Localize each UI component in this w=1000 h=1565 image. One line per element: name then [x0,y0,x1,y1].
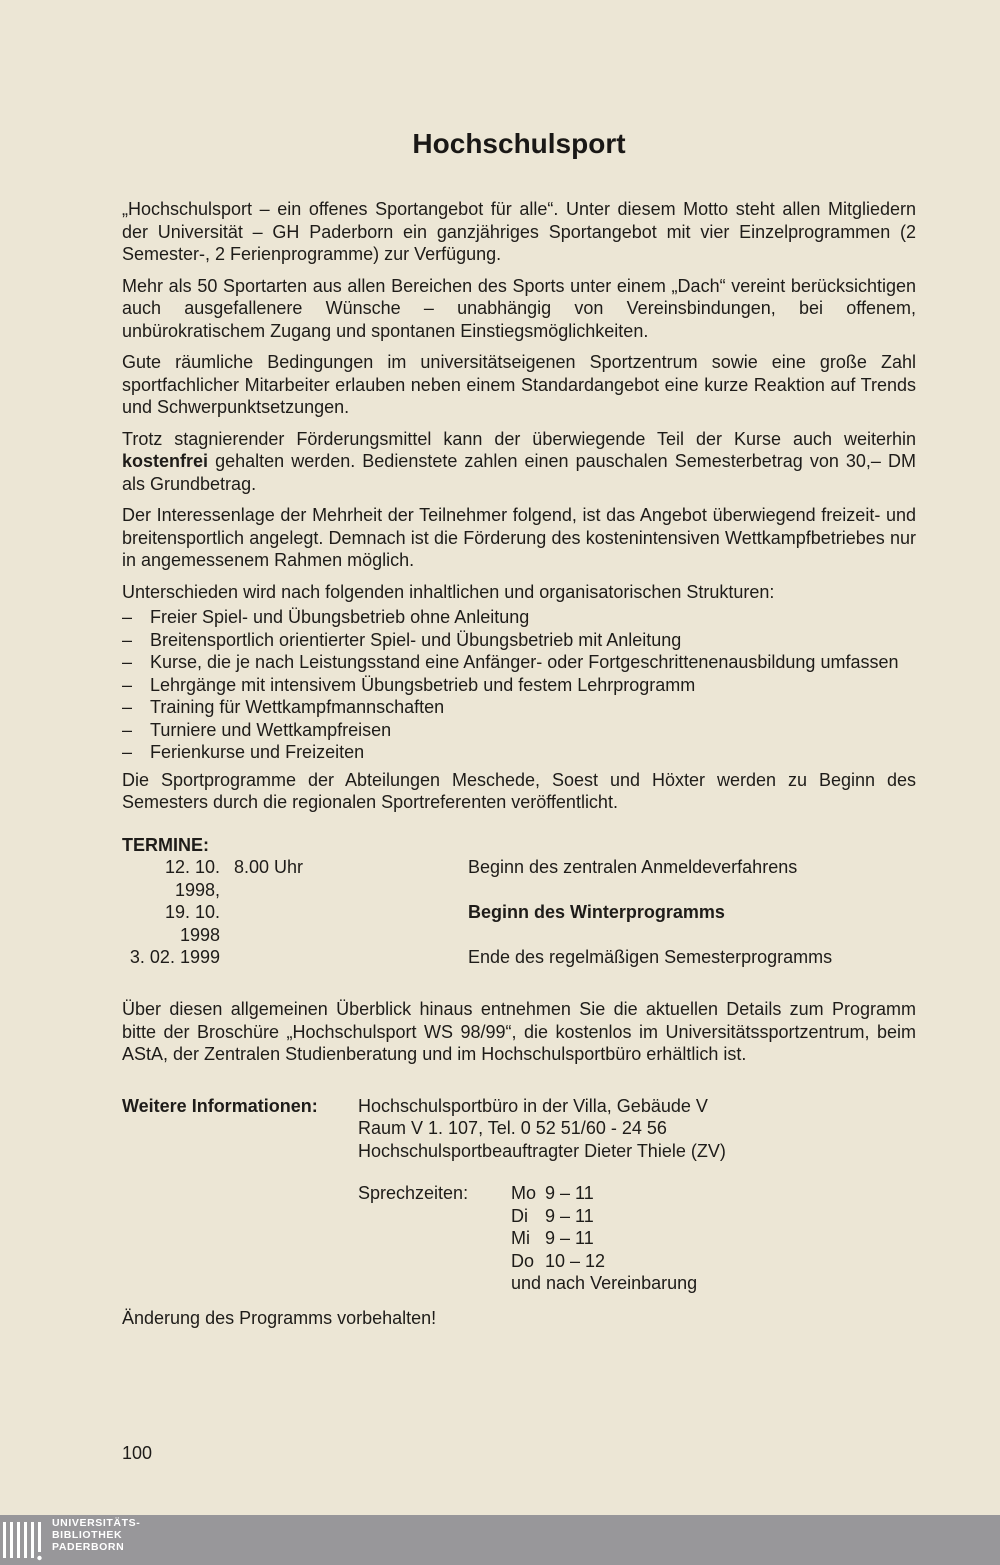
further-info [122,1095,916,1163]
termine-event: Beginn des zentralen Anmeldeverfahrens [468,857,798,877]
list-item: – Breitensportlich orientierter Spiel- und Übungsbetrieb mit Anleitung [122,629,916,652]
table-row [511,1227,605,1250]
office-hours-schedule [511,1182,697,1295]
page-title: Hochschulsport [412,128,626,159]
office-hours-label: Sprechzeiten: [358,1183,469,1203]
intro-paragraph: „Hochschulsport – ein offenes Sportangebot für alle“. Unter diesem Motto steht allen Mitgliedern der Universität – GH Paderborn ein ganzjähriges Sportangebot mit vier Einzelprogrammen (2 Semester-, 2 Ferienprogramme) zur Verfügung. [122,199,916,264]
structures-list [122,606,916,764]
cost-paragraph [122,428,916,496]
list-item: – Ferienkurse und Freizeiten [122,741,916,764]
termine-heading: TERMINE: [122,834,209,855]
list-item: – Turniere und Wettkampfreisen [122,719,916,742]
info-line: Hochschulsportbeauftragter Dieter Thiele (ZV) [358,1140,726,1161]
library-barcode-logo-icon [0,1516,45,1564]
library-name [52,1517,140,1553]
termine-date: 3. 02. 1999 [129,947,220,967]
hours-day: Do [511,1250,535,1271]
hours-day: Mi [511,1228,530,1248]
library-name-line: UNIVERSITÄTS- [52,1517,141,1529]
hours-time: 9 – 11 [545,1228,594,1248]
termine-table [122,856,832,969]
termine-time [220,901,468,946]
hours-time: 9 – 11 [545,1205,594,1226]
info-lines [358,1095,726,1163]
hours-time: 10 – 12 [545,1250,606,1271]
termine-date: 19. 10. 1998 [164,902,220,945]
list-item: – Lehrgänge mit intensivem Übungsbetrieb und festem Lehrprogramm [122,674,916,697]
termine-event: Ende des regelmäßigen Semesterprogramms [468,947,833,967]
termine-date: 12. 10. 1998, [164,857,220,900]
office-hours [358,1182,916,1295]
table-row [122,856,832,901]
termine-time: 8.00 Uhr [234,857,304,877]
list-item: – Training für Wettkampfmannschaften [122,696,916,719]
info-line: Raum V 1. 107, Tel. 0 52 51/60 - 24 56 [358,1118,667,1138]
hours-time: 9 – 11 [545,1183,594,1203]
hours-day: Di [511,1205,528,1226]
termine-event: Beginn des Winterprogramms [468,902,725,922]
library-name-line: BIBLIOTHEK [52,1529,123,1541]
regional-paragraph: Die Sportprogramme der Abteilungen Meschede, Soest und Höxter werden zu Beginn des Semesters durch die regionalen Sportreferenten veröffentlicht. [122,769,916,812]
cost-text-after: gehalten werden. Bedienstete zahlen einen pauschalen Semesterbetrag von 30,– DM als Grundbetrag. [122,451,916,494]
info-line: Hochschulsportbüro in der Villa, Gebäude V [358,1095,708,1116]
office-hours-note: und nach Vereinbarung [511,1273,698,1293]
sports-paragraph: Mehr als 50 Sportarten aus allen Bereichen des Sports unter einem „Dach“ vereint berücksichtigen auch ausgefallenere Wünsche – unabhängig von Vereinsbindungen, bei offenem, unbürokratischem Zugang und spontanen Einstiegsmöglichkeiten. [122,275,916,341]
library-footer [0,1515,1000,1565]
cost-free-highlight: kostenfrei [122,451,209,471]
table-row [511,1205,605,1228]
facilities-paragraph: Gute räumliche Bedingungen im universitätseigenen Sportzentrum sowie eine große Zahl sportfachlicher Mitarbeiter erlauben neben einem Standardangebot eine kurze Reaktion auf Trends und Schwerpunktsetzungen. [122,352,916,417]
table-row [511,1250,605,1273]
details-paragraph: Über diesen allgemeinen Überblick hinaus entnehmen Sie die aktuellen Details zum Programm bitte der Broschüre „Hochschulsport WS 98/99“, die kostenlos im Universitätssportzentrum, beim AStA, der Zentralen Studienberatung und im Hochschulsportbüro erhältlich ist. [122,999,916,1064]
hours-day: Mo [511,1183,537,1203]
structures-intro: Unterschieden wird nach folgenden inhaltlichen und organisatorischen Strukturen: [122,581,775,602]
info-label: Weitere Informationen: [122,1095,318,1116]
change-note: Änderung des Programms vorbehalten! [122,1307,437,1328]
library-name-line: PADERBORN [52,1541,125,1553]
table-row [511,1182,605,1205]
main-content [122,198,916,1329]
office-hours-table [511,1182,605,1272]
cost-text-before: Trotz stagnierender Förderungsmittel kann der überwiegende Teil der Kurse auch weiterhin [122,428,916,449]
list-item: – Kurse, die je nach Leistungsstand eine Anfänger- oder Fortgeschrittenenausbildung umfassen [122,651,916,674]
table-row [122,946,832,969]
termine-time [220,946,468,969]
page-number: 100 [122,1443,153,1463]
list-item: – Freier Spiel- und Übungsbetrieb ohne Anleitung [122,606,916,629]
interest-paragraph: Der Interessenlage der Mehrheit der Teilnehmer folgend, ist das Angebot überwiegend freizeit- und breitensportlich angelegt. Demnach ist die Förderung des kostenintensiven Wettkampfbetriebes nur in angemessenem Rahmen möglich. [122,505,916,570]
table-row [122,901,832,946]
